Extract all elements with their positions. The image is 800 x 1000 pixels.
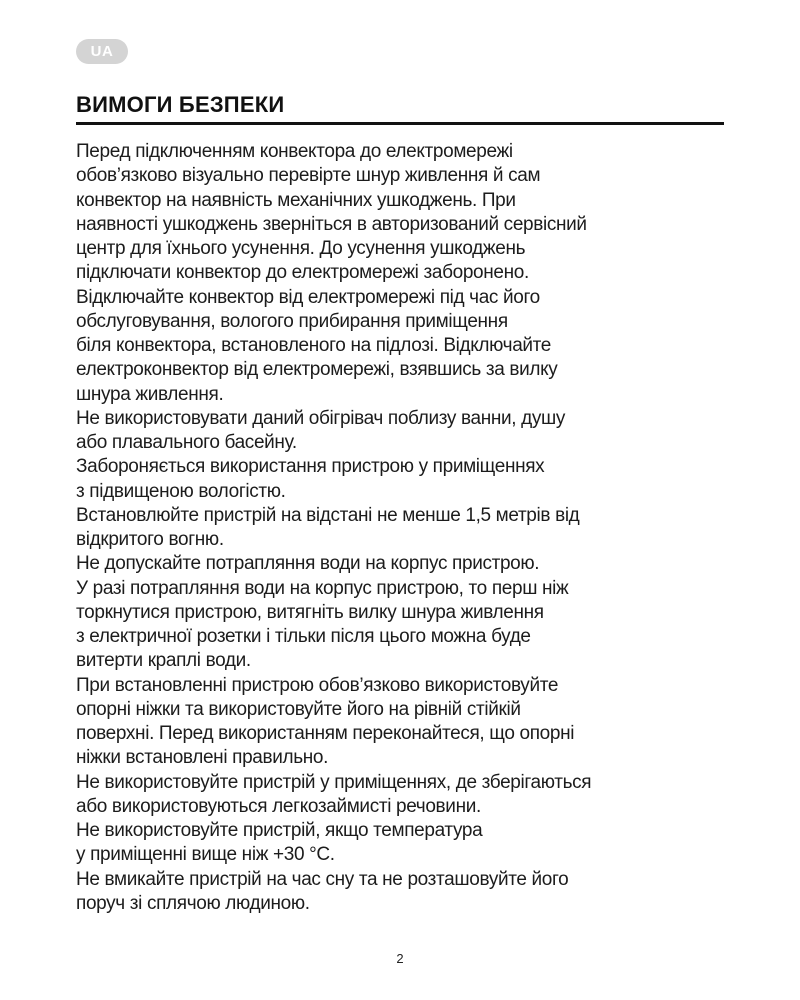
text-line: Перед підключенням конвектора до електромережі [76, 141, 513, 162]
page-number: 2 [396, 951, 404, 966]
text-line: підключати конвектор до електромережі заборонено. [76, 262, 529, 284]
text-line: Забороняється використання пристрою у приміщеннях [76, 456, 545, 478]
text-line: обов’язково візуально перевірте шнур живлення й сам [76, 165, 541, 187]
text-line: торкнутися пристрою, витягніть вилку шнура живлення [76, 601, 544, 623]
text-line: Не використовувати даний обігрівач поблизу ванни, душу [76, 407, 566, 429]
text-line: поруч зі сплячою людиною. [76, 892, 310, 914]
text-line: електроконвектор від електромережі, взявшись за вилку [76, 359, 558, 381]
language-badge: UA [76, 39, 128, 64]
text-line: У разі потрапляння води на корпус пристрою, то перш ніж [76, 577, 569, 599]
text-line: Не використовуйте пристрій, якщо температура [76, 820, 483, 841]
section-title: ВИМОГИ БЕЗПЕКИ [76, 92, 285, 117]
text-line: з підвищеною вологістю. [76, 480, 286, 502]
text-line: конвектор на наявність механічних ушкоджень. При [76, 189, 516, 211]
text-line: або плавального басейну. [76, 432, 297, 453]
text-line: з електричної розетки і тільки після цього можна буде [76, 626, 531, 647]
text-line: Не використовуйте пристрій у приміщеннях, де зберігаються [76, 771, 592, 793]
text-line: обслуговування, вологого прибирання приміщення [76, 310, 508, 332]
text-line: біля конвектора, встановленого на підлозі. Відключайте [76, 335, 552, 356]
text-line: При встановленні пристрою обов’язково використовуйте [76, 674, 559, 696]
text-line: опорні ніжки та використовуйте його на рівній стійкій [76, 698, 521, 720]
text-line: Встановлюйте пристрій на відстані не менше 1,5 метрів від [76, 504, 580, 526]
text-line: поверхні. Перед використанням переконайтеся, що опорні [76, 723, 575, 744]
text-line: або використовуються легкозаймисті речовини. [76, 795, 481, 817]
text-line: Не допускайте потрапляння води на корпус пристрою. [76, 553, 540, 575]
text-line: відкритого вогню. [76, 529, 224, 550]
text-line: шнура живлення. [76, 383, 224, 405]
text-line: у приміщенні вище ніж +30 °C. [76, 844, 335, 866]
text-line: наявності ушкоджень зверніться в авторизований сервісний [76, 213, 587, 235]
text-line: Не вмикайте пристрій на час сну та не розташовуйте його [76, 868, 569, 890]
text-line: ніжки встановлені правильно. [76, 747, 329, 769]
safety-requirements-text [76, 140, 726, 916]
text-line: центр для їхнього усунення. До усунення ушкоджень [76, 238, 526, 259]
title-underline [76, 122, 724, 125]
text-line: витерти краплі води. [76, 650, 251, 672]
text-line: Відключайте конвектор від електромережі під час його [76, 286, 540, 308]
